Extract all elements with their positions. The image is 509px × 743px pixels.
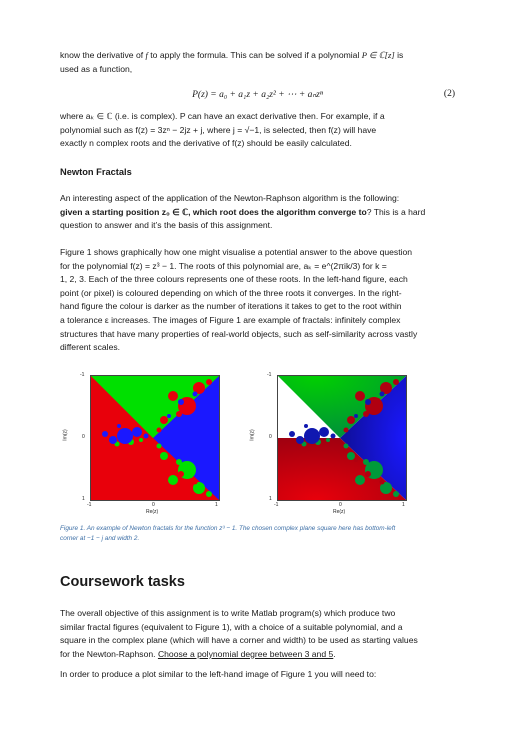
y-axis-label: Im(z) xyxy=(249,429,256,441)
x-tick-label: 0 xyxy=(339,502,342,508)
fractal-blob xyxy=(144,434,149,439)
text-line: The overall objective of this assignment is to write Matlab program(s) which produce two xyxy=(60,608,396,618)
fractal-blob xyxy=(160,452,168,460)
bold-question: given a starting position z₀ ∈ ℂ, which root does the algorithm converge to xyxy=(60,206,367,217)
fractal-blob xyxy=(304,428,320,444)
fractal-plot-right xyxy=(277,375,407,501)
fractal-blob xyxy=(304,424,308,428)
text-line: polynomial such as f(z) = 3zⁿ − 2jz + j, where j = √−1, is selected, then f(z) will have xyxy=(60,124,377,135)
x-tick-label: 0 xyxy=(152,502,155,508)
fractal-blob xyxy=(206,379,212,385)
figure-left xyxy=(60,372,250,520)
text-line: hand figure the colour is darker as the number of iterations it takes to get to the root within xyxy=(60,301,402,312)
text-line: a tolerance ε increases. The images of Figure 1 are example of fractals: infinitely complex xyxy=(60,314,401,325)
fractal-blob xyxy=(167,414,171,418)
paragraph-question xyxy=(60,192,455,233)
text-fragment: ? This is a hard xyxy=(366,206,426,217)
fractal-blob xyxy=(344,428,349,433)
figure-right xyxy=(250,372,440,520)
fractal-blob xyxy=(365,399,371,405)
fractal-plot-left xyxy=(90,375,220,501)
fractal-blob xyxy=(296,436,304,444)
fractal-blob xyxy=(347,452,355,460)
fractal-blob xyxy=(393,491,399,497)
math-f: f xyxy=(145,50,148,60)
fractal-blob xyxy=(157,444,162,449)
y-tick-label: -1 xyxy=(267,372,272,378)
section-heading-newton-fractals: Newton Fractals xyxy=(60,167,132,177)
fractal-blob xyxy=(193,480,198,485)
equation-number: (2) xyxy=(443,89,455,99)
text-fragment: . xyxy=(333,648,336,659)
fractal-blob xyxy=(331,434,336,439)
paragraph-complex xyxy=(60,110,455,151)
fractal-blob xyxy=(117,428,133,444)
fractal-blob xyxy=(157,428,162,433)
fractal-blob xyxy=(168,391,178,401)
x-axis-label: Re(z) xyxy=(333,509,346,515)
x-tick-label: -1 xyxy=(87,502,92,508)
math-polynomial-set: P ∈ ℂ[z] xyxy=(361,50,395,60)
fractal-blob xyxy=(176,411,182,417)
text-line: for the polynomial f(z) = z³ − 1. The roots of this polynomial are, aₖ = e^(2πik/3) for k = xyxy=(60,260,387,271)
fractal-blob xyxy=(363,459,369,465)
x-axis-label: Re(z) xyxy=(146,509,159,515)
x-tick-label: 1 xyxy=(402,502,405,508)
x-tick-label: 1 xyxy=(215,502,218,508)
text-line: structures that have many properties of real-world objects, such as self-similarity across vastly xyxy=(60,328,418,339)
text-line: similar fractal figures (equivalent to Figure 1), with a choice of a suitable polynomial, and a xyxy=(60,621,403,632)
paragraph-figure-description xyxy=(60,246,455,355)
fractal-blob xyxy=(355,475,365,485)
fractal-blob xyxy=(189,398,193,402)
fractal-blob xyxy=(380,480,385,485)
text-fragment: know the derivative of xyxy=(60,50,146,60)
section-heading-coursework: Coursework tasks xyxy=(60,574,185,590)
fractal-blob xyxy=(376,474,380,478)
paragraph-intro xyxy=(60,49,455,76)
fractal-blob xyxy=(355,391,365,401)
text-line: different scales. xyxy=(60,342,121,353)
x-tick-label: -1 xyxy=(274,502,279,508)
text-line: square in the complex plane (which will have a corner and width) to be used as starting values xyxy=(60,635,418,646)
text-line: Figure 1 shows graphically how one might visualise a potential answer to the above question xyxy=(60,247,413,257)
caption-line: Figure 1. An example of Newton fractals for the function z³ − 1. The chosen complex plane square here has bottom-left xyxy=(60,525,396,532)
fractal-blob xyxy=(347,416,355,424)
text-fragment: for the Newton-Raphson. xyxy=(60,648,158,659)
paragraph-objective xyxy=(60,607,455,661)
y-axis-label: Im(z) xyxy=(62,429,69,441)
fractal-blob xyxy=(206,491,212,497)
paragraph-instructions: In order to produce a plot similar to the left-hand image of Figure 1 you will need to: xyxy=(60,669,377,679)
fractal-blob xyxy=(178,471,184,477)
y-tick-label: -1 xyxy=(80,372,85,378)
fractal-blob xyxy=(178,399,184,405)
fractal-blob xyxy=(376,398,380,402)
caption-line: corner at −1 − j and width 2. xyxy=(60,534,140,542)
equation-2 xyxy=(60,89,455,103)
underlined-requirement: Choose a polynomial degree between 3 and 5 xyxy=(157,648,334,659)
text-fragment: to apply the formula. This can be solved if a polynomial xyxy=(147,50,362,60)
text-fragment: is xyxy=(394,50,404,60)
text-line: where aₖ ∈ ℂ (i.e. is complex). P can have an exact derivative then. For example, if a xyxy=(60,111,385,121)
text-line: An interesting aspect of the application of the Newton-Raphson algorithm is the following: xyxy=(60,193,400,203)
fractal-blob xyxy=(326,438,330,442)
fractal-blob xyxy=(344,444,349,449)
text-line: used as a function, xyxy=(60,63,133,74)
text-line: point (or pixel) is coloured depending on which of the three roots it converges. In the right- xyxy=(60,287,402,298)
y-tick-label: 0 xyxy=(269,434,272,440)
fractal-blob xyxy=(167,458,171,462)
fractal-blob xyxy=(354,458,358,462)
fractal-blob xyxy=(319,427,329,437)
text-line: exactly n complex roots and the derivative of f(z) should be easily calculated. xyxy=(60,138,352,149)
fractal-image-right xyxy=(278,376,406,500)
y-tick-label: 1 xyxy=(82,496,85,502)
y-tick-label: 0 xyxy=(82,434,85,440)
fractal-blob xyxy=(193,392,198,397)
fractal-blob xyxy=(380,392,385,397)
fractal-blob xyxy=(117,424,121,428)
y-tick-label: 1 xyxy=(269,496,272,502)
figure-caption xyxy=(60,524,455,543)
fractal-blob xyxy=(102,431,108,437)
fractal-blob xyxy=(289,431,295,437)
fractal-blob xyxy=(109,436,117,444)
fractal-blob xyxy=(189,474,193,478)
fractal-blob xyxy=(354,414,358,418)
fractal-blob xyxy=(365,471,371,477)
text-line: 1, 2, 3. Each of the three colours represents one of these roots. In the left-hand figure, each xyxy=(60,274,408,285)
fractal-blob xyxy=(139,438,143,442)
fractal-blob xyxy=(393,379,399,385)
equation-formula: P(z) = a₀ + a₁z + a₂z² + ⋯ + aₙzⁿ xyxy=(192,90,323,100)
text-line: question to answer and it’s the basis of this assignment. xyxy=(60,220,273,231)
fractal-blob xyxy=(363,411,369,417)
fractal-blob xyxy=(132,427,142,437)
fractal-blob xyxy=(176,459,182,465)
fractal-blob xyxy=(168,475,178,485)
fractal-image-left xyxy=(91,376,219,500)
fractal-blob xyxy=(160,416,168,424)
